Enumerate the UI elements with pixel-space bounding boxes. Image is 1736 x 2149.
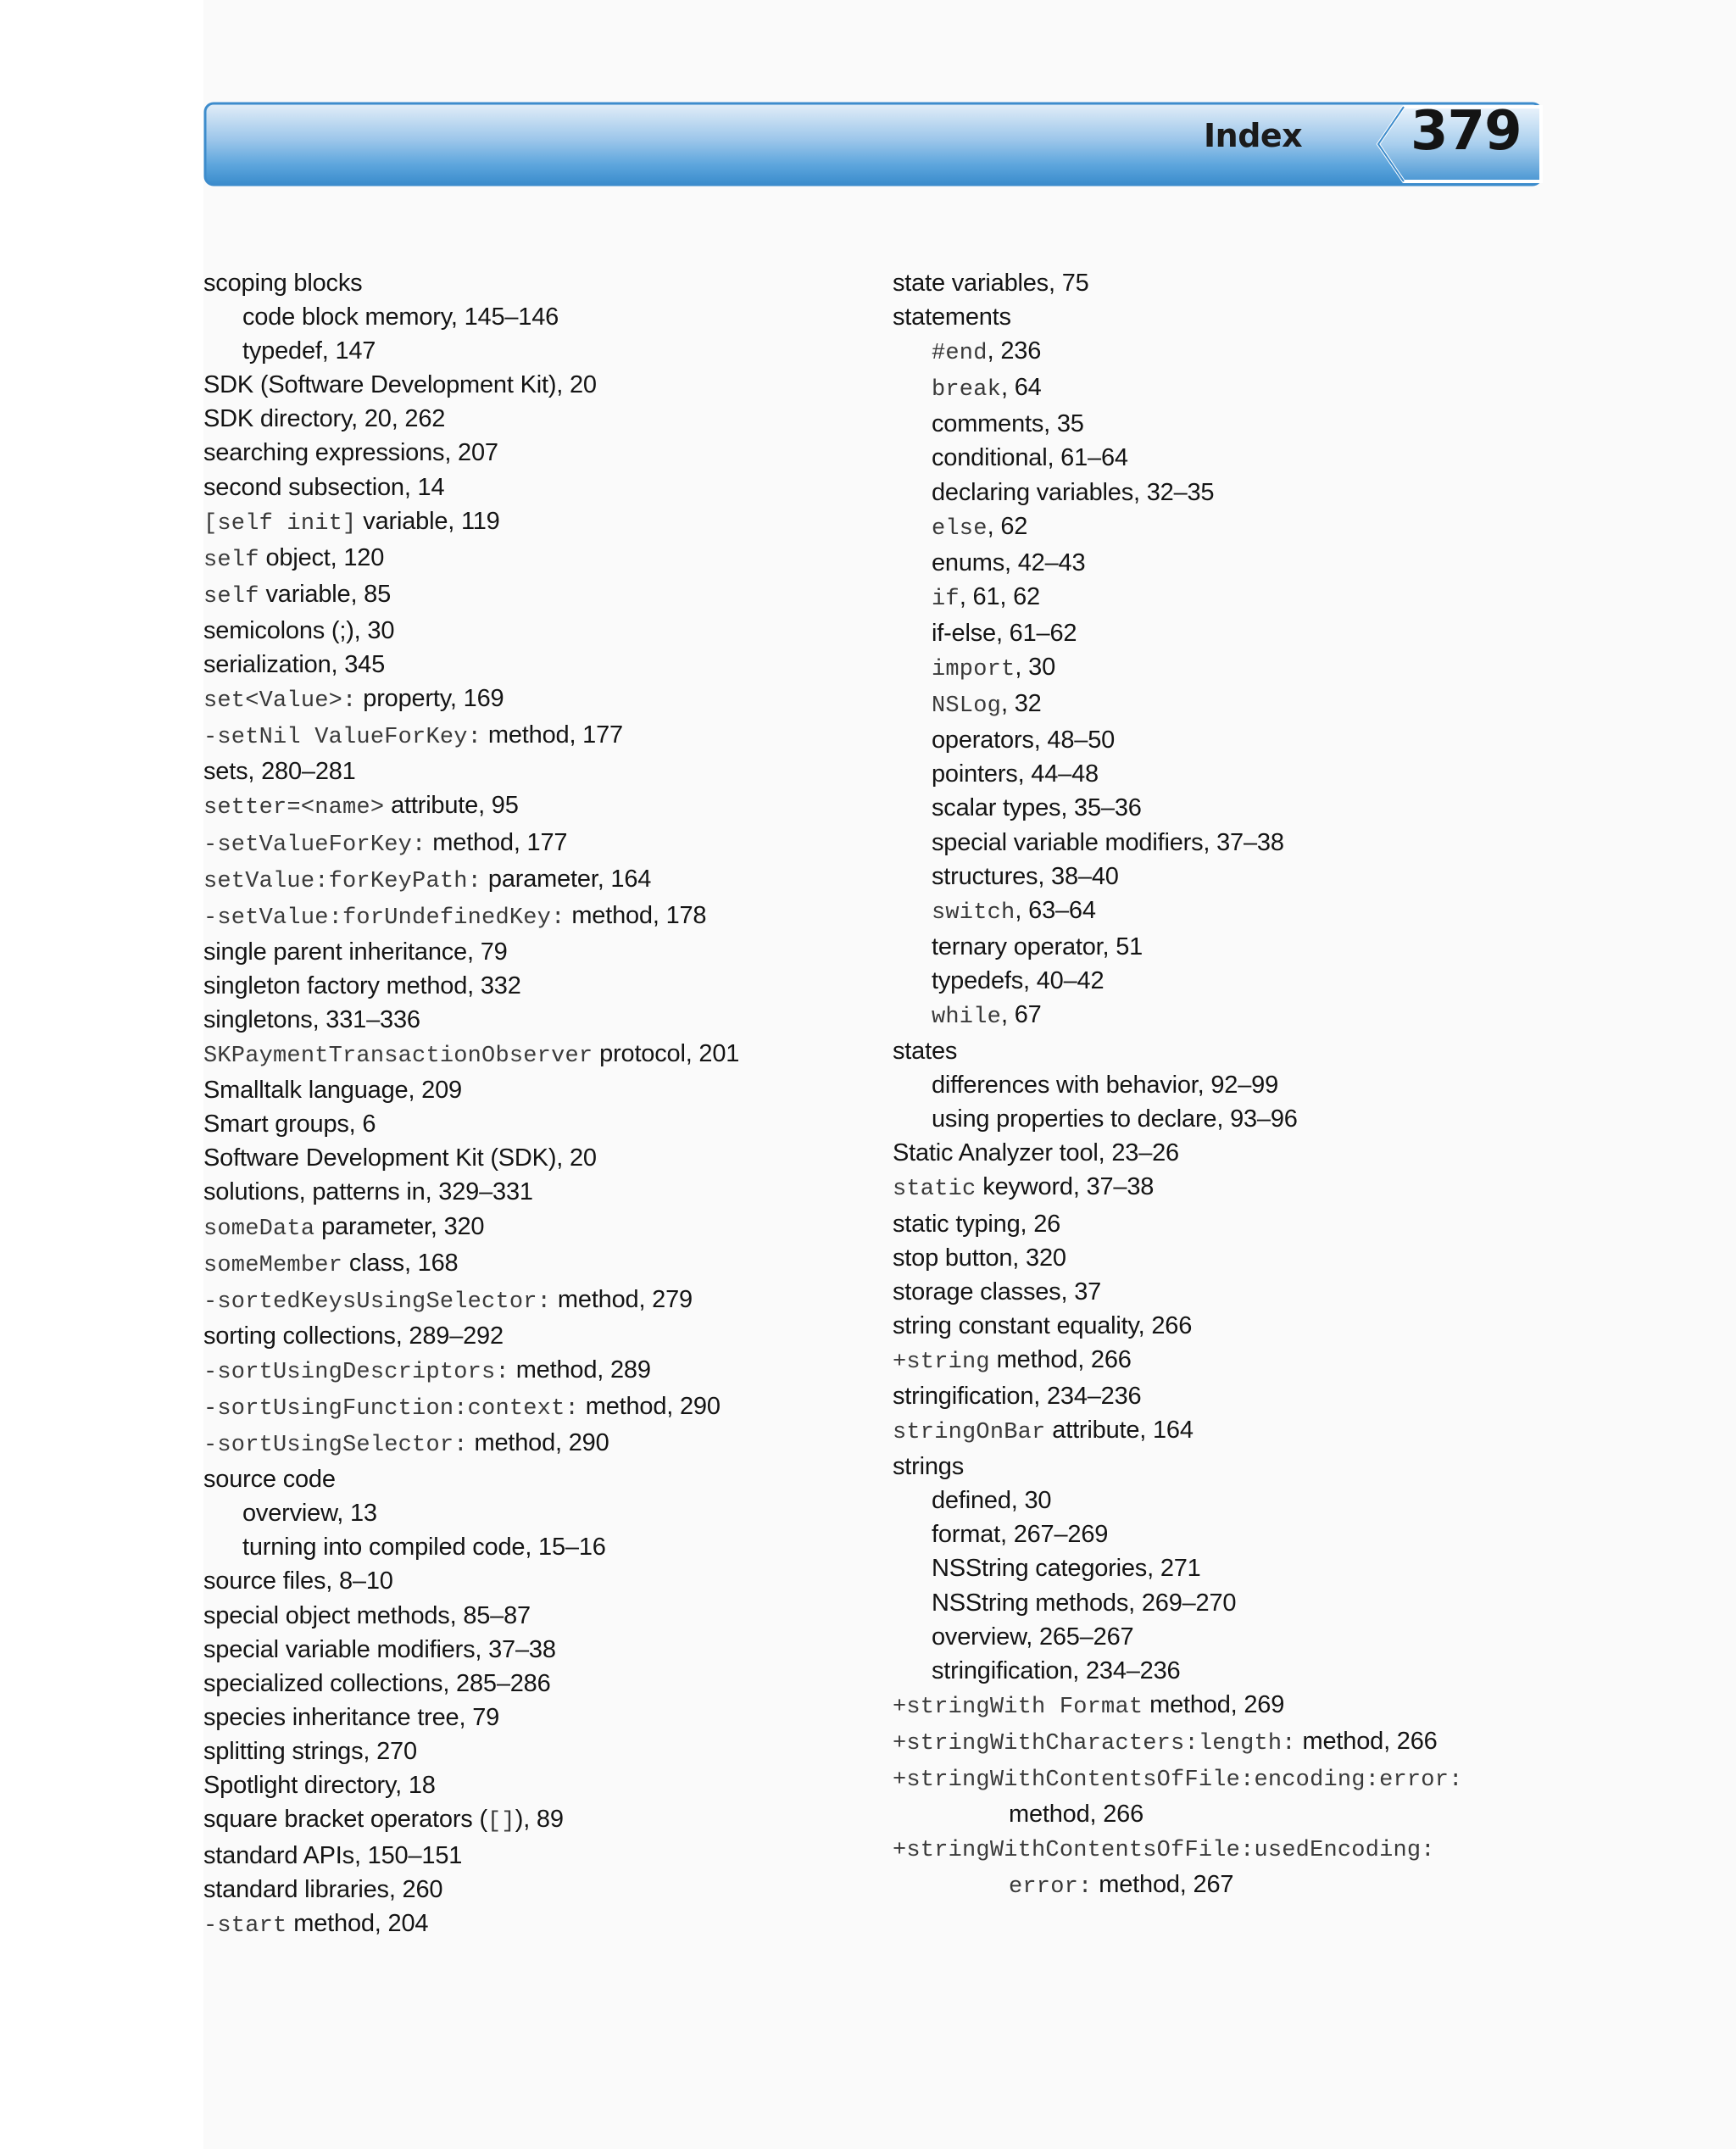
entry-text: sorting collections, 289–292 <box>203 1322 504 1350</box>
entry-text: method, 178 <box>565 901 707 929</box>
entry-text: , 64 <box>1001 374 1042 402</box>
index-subentry <box>893 757 1537 791</box>
index-subentry <box>893 930 1537 964</box>
index-entry <box>203 1839 865 1873</box>
entry-text: ternary operator, 51 <box>932 933 1143 960</box>
entry-text: using properties to declare, 93–96 <box>932 1105 1298 1133</box>
entry-code-term: +stringWith Format <box>893 1694 1143 1720</box>
index-subentry <box>893 616 1537 650</box>
entry-text: source files, 8–10 <box>203 1567 393 1595</box>
entry-text: stringification, 234–236 <box>932 1656 1181 1684</box>
entry-code-term: -setValueForKey: <box>203 832 426 858</box>
entry-code-term: -start <box>203 1913 287 1940</box>
entry-code-term: else <box>932 515 988 542</box>
index-subentry <box>203 1496 865 1530</box>
index-subentry <box>893 723 1537 757</box>
index-subentry <box>203 334 865 368</box>
index-entry <box>203 368 865 402</box>
index-subentry <box>893 509 1537 546</box>
entry-text: Software Development Kit (SDK), 20 <box>203 1144 597 1172</box>
entry-text: differences with behavior, 92–99 <box>932 1072 1279 1100</box>
entry-code-term: break <box>932 377 1002 404</box>
index-subentry <box>893 407 1537 441</box>
entry-text: solutions, patterns in, 329–331 <box>203 1178 533 1206</box>
index-entry <box>203 1633 865 1667</box>
index-subentry <box>893 1797 1537 1831</box>
section-title: Index <box>1204 117 1303 154</box>
entry-text: splitting strings, 270 <box>203 1737 417 1765</box>
index-entry <box>203 1599 865 1633</box>
entry-text: square bracket operators ( <box>203 1806 487 1834</box>
index-entry <box>203 1667 865 1701</box>
index-entry <box>203 682 865 718</box>
entry-text: , 63–64 <box>1015 896 1096 924</box>
index-subentry <box>893 1102 1537 1136</box>
entry-text: , 30 <box>1015 654 1055 682</box>
entry-code-term: #end <box>932 341 988 367</box>
index-subentry <box>893 580 1537 616</box>
entry-text: Static Analyzer tool, 23–26 <box>893 1139 1179 1167</box>
entry-text: statements <box>893 303 1011 331</box>
entry-text: enums, 42–43 <box>932 548 1086 576</box>
index-entry <box>203 862 865 899</box>
entry-code-term: +stringWithContentsOfFile:usedEncoding: <box>893 1838 1435 1864</box>
index-entry <box>203 1389 865 1426</box>
index-entry <box>203 470 865 504</box>
entry-text: structures, 38–40 <box>932 862 1119 890</box>
index-entry <box>203 788 865 825</box>
index-subentry <box>893 1551 1537 1585</box>
index-entry <box>203 1210 865 1246</box>
index-subentry <box>893 650 1537 687</box>
entry-text: format, 267–269 <box>932 1521 1109 1549</box>
index-entry <box>203 1107 865 1141</box>
entry-code-term: set<Value>: <box>203 688 357 715</box>
index-entry <box>203 1141 865 1175</box>
index-entry <box>893 266 1537 300</box>
index-entry <box>893 1170 1537 1206</box>
entry-text: species inheritance tree, 79 <box>203 1703 500 1731</box>
entry-text: parameter, 320 <box>314 1212 485 1240</box>
entry-text: method, 266 <box>1009 1801 1144 1829</box>
entry-text: operators, 48–50 <box>932 727 1116 754</box>
entry-text: stop button, 320 <box>893 1244 1066 1272</box>
index-subentry <box>893 1620 1537 1654</box>
index-entry <box>893 1379 1537 1413</box>
entry-text: method, 204 <box>287 1910 429 1938</box>
entry-text: comments, 35 <box>932 410 1084 438</box>
entry-text: special variable modifiers, 37–38 <box>203 1635 556 1663</box>
index-entry <box>203 1246 865 1283</box>
entry-text: sets, 280–281 <box>203 758 356 786</box>
index-entry <box>203 1907 865 1943</box>
index-entry <box>203 614 865 648</box>
entry-text: special object methods, 85–87 <box>203 1601 531 1629</box>
index-entry <box>203 969 865 1003</box>
index-subentry <box>893 1868 1537 1904</box>
entry-code-term: self <box>203 583 259 610</box>
index-subentry <box>893 1484 1537 1517</box>
entry-text: method, 290 <box>467 1429 609 1457</box>
index-subentry <box>893 1517 1537 1551</box>
entry-code-term: stringOnBar <box>893 1420 1046 1446</box>
entry-code-term: someMember <box>203 1252 343 1278</box>
entry-code-term: switch <box>932 899 1015 926</box>
entry-text: strings <box>893 1453 965 1481</box>
index-entry <box>203 1003 865 1037</box>
index-entry <box>893 1034 1537 1068</box>
index-subentry <box>893 546 1537 580</box>
entry-code-term: +stringWithCharacters:length: <box>893 1730 1296 1757</box>
entry-text: semicolons (;), 30 <box>203 616 395 644</box>
entry-text: singleton factory method, 332 <box>203 972 521 999</box>
index-entry <box>203 541 865 577</box>
entry-text: searching expressions, 207 <box>203 439 498 467</box>
index-entry <box>203 1873 865 1907</box>
entry-code-term: setValue:forKeyPath: <box>203 868 482 894</box>
entry-text: Spotlight directory, 18 <box>203 1772 436 1800</box>
entry-text: , 236 <box>987 337 1042 365</box>
index-subentry <box>893 687 1537 723</box>
index-subentry <box>893 476 1537 509</box>
entry-text: attribute, 95 <box>384 792 519 820</box>
entry-text: typedef, 147 <box>242 337 376 365</box>
entry-text: pointers, 44–48 <box>932 760 1099 788</box>
entry-text: attribute, 164 <box>1045 1417 1194 1445</box>
index-subentry <box>893 1068 1537 1102</box>
entry-text: standard APIs, 150–151 <box>203 1842 463 1870</box>
entry-code-term: import <box>932 657 1015 683</box>
index-entry <box>203 935 865 969</box>
index-subentry <box>893 826 1537 860</box>
entry-text: second subsection, 14 <box>203 473 445 501</box>
entry-text: serialization, 345 <box>203 651 386 679</box>
index-entry <box>893 1688 1537 1724</box>
entry-text: variable, 119 <box>356 507 500 535</box>
index-entry <box>893 1309 1537 1343</box>
index-subentry <box>893 964 1537 998</box>
index-entry <box>203 504 865 541</box>
index-entry <box>203 754 865 788</box>
index-subentry <box>203 300 865 334</box>
index-entry <box>893 1241 1537 1275</box>
index-entry <box>203 648 865 682</box>
entry-text: SDK directory, 20, 262 <box>203 405 446 433</box>
entry-code-term: self <box>203 547 259 573</box>
entry-text: defined, 30 <box>932 1487 1052 1515</box>
index-entry <box>203 718 865 754</box>
entry-code-term: static <box>893 1177 976 1203</box>
entry-text: conditional, 61–64 <box>932 444 1128 472</box>
entry-text: keyword, 37–38 <box>976 1173 1155 1201</box>
entry-text: method, 266 <box>1295 1727 1438 1755</box>
entry-text: Smalltalk language, 209 <box>203 1077 462 1105</box>
entry-text: property, 169 <box>356 685 504 713</box>
index-entry <box>203 899 865 935</box>
entry-text: method, 177 <box>426 828 568 856</box>
entry-code-term: while <box>932 1004 1002 1030</box>
entry-text: , 62 <box>987 512 1028 540</box>
entry-text: typedefs, 40–42 <box>932 966 1104 994</box>
index-subentry <box>893 370 1537 407</box>
index-entry <box>203 1768 865 1802</box>
entry-text: overview, 13 <box>242 1500 377 1528</box>
entry-code-term: [] <box>487 1809 515 1835</box>
entry-text: method, 279 <box>551 1285 693 1313</box>
entry-text: single parent inheritance, 79 <box>203 938 508 966</box>
index-entry <box>203 1283 865 1319</box>
entry-code-term: -setNil ValueForKey: <box>203 725 482 751</box>
index-subentry <box>893 1586 1537 1620</box>
entry-text: method, 267 <box>1092 1871 1234 1899</box>
entry-text: turning into compiled code, 15–16 <box>242 1534 606 1562</box>
entry-code-term: setter=<name> <box>203 795 385 821</box>
index-entry <box>203 1734 865 1768</box>
entry-code-term: +string <box>893 1349 990 1375</box>
entry-text: static typing, 26 <box>893 1210 1061 1238</box>
entry-text: standard libraries, 260 <box>203 1876 443 1904</box>
entry-text: singletons, 331–336 <box>203 1005 420 1033</box>
index-entry <box>203 577 865 614</box>
index-column-left <box>203 266 865 1944</box>
entry-code-term: -sortUsingFunction:context: <box>203 1396 579 1422</box>
index-entry <box>203 266 865 300</box>
index-subentry <box>893 998 1537 1034</box>
index-entry <box>893 1343 1537 1379</box>
index-entry <box>893 1413 1537 1450</box>
entry-code-term: NSLog <box>932 693 1002 720</box>
entry-text: , 32 <box>1001 690 1042 718</box>
entry-text: if-else, 61–62 <box>932 619 1077 647</box>
entry-text: method, 269 <box>1143 1690 1285 1718</box>
index-entry <box>893 1831 1537 1868</box>
entry-text: method, 266 <box>989 1345 1132 1373</box>
index-entry <box>893 1450 1537 1484</box>
entry-code-term: -sortUsingSelector: <box>203 1433 468 1459</box>
index-entry <box>203 826 865 862</box>
entry-code-term: -setValue:forUndefinedKey: <box>203 905 565 931</box>
index-entry <box>893 1724 1537 1761</box>
entry-text: state variables, 75 <box>893 270 1089 297</box>
entry-text: NSString methods, 269–270 <box>932 1589 1237 1617</box>
entry-text: code block memory, 145–146 <box>242 303 559 331</box>
entry-text: method, 289 <box>509 1356 651 1383</box>
entry-text: method, 290 <box>578 1393 721 1420</box>
entry-text: NSString categories, 271 <box>932 1555 1201 1583</box>
entry-text: declaring variables, 32–35 <box>932 478 1215 506</box>
index-entry <box>203 1426 865 1462</box>
index-entry <box>893 1275 1537 1309</box>
entry-text: stringification, 234–236 <box>893 1383 1142 1410</box>
entry-code-term: someData <box>203 1216 315 1242</box>
index-entry <box>203 1353 865 1389</box>
entry-text: special variable modifiers, 37–38 <box>932 828 1284 856</box>
page-number: 379 <box>1410 100 1522 163</box>
index-subentry <box>893 334 1537 370</box>
entry-text: ), 89 <box>515 1806 564 1834</box>
index-entry <box>203 1175 865 1209</box>
index-subentry <box>893 894 1537 930</box>
entry-text: specialized collections, 285–286 <box>203 1669 551 1697</box>
index-subentry <box>893 441 1537 475</box>
entry-text: parameter, 164 <box>481 865 652 893</box>
entry-code-term: -sortedKeysUsingSelector: <box>203 1289 552 1315</box>
index-subentry <box>203 1530 865 1564</box>
index-entry <box>203 1073 865 1107</box>
entry-code-term: error: <box>1009 1874 1093 1901</box>
entry-text: , 61, 62 <box>959 582 1040 610</box>
index-entry <box>203 402 865 436</box>
index-entry <box>893 1207 1537 1241</box>
index-subentry <box>893 791 1537 825</box>
index-entry <box>203 1462 865 1496</box>
entry-code-term: [self init] <box>203 510 357 537</box>
entry-text: Smart groups, 6 <box>203 1111 376 1139</box>
index-entry <box>203 1564 865 1598</box>
index-entry <box>893 1761 1537 1797</box>
entry-text: string constant equality, 266 <box>893 1311 1193 1339</box>
entry-text: object, 120 <box>259 543 385 571</box>
entry-code-term: SKPaymentTransactionObserver <box>203 1044 593 1070</box>
entry-text: storage classes, 37 <box>893 1278 1102 1306</box>
entry-text: source code <box>203 1466 336 1494</box>
index-entry <box>893 1136 1537 1170</box>
entry-text: method, 177 <box>481 721 623 749</box>
index-subentry <box>893 860 1537 894</box>
entry-text: protocol, 201 <box>593 1040 740 1068</box>
entry-code-term: if <box>932 586 960 612</box>
entry-text: scalar types, 35–36 <box>932 794 1142 822</box>
entry-text: class, 168 <box>342 1249 459 1277</box>
index-column-right <box>893 266 1537 1904</box>
entry-text: scoping blocks <box>203 270 363 297</box>
index-entry <box>893 300 1537 334</box>
entry-text: states <box>893 1038 958 1066</box>
entry-text: variable, 85 <box>259 580 392 608</box>
entry-code-term: +stringWithContentsOfFile:encoding:error: <box>893 1768 1463 1794</box>
entry-text: overview, 265–267 <box>932 1623 1134 1651</box>
index-entry <box>203 436 865 470</box>
index-entry <box>203 1701 865 1734</box>
index-subentry <box>893 1654 1537 1688</box>
entry-code-term: -sortUsingDescriptors: <box>203 1359 509 1385</box>
entry-text: , 67 <box>1001 1000 1042 1028</box>
entry-text: SDK (Software Development Kit), 20 <box>203 371 597 399</box>
index-entry <box>203 1319 865 1353</box>
page-header-banner <box>203 102 1543 187</box>
index-entry <box>203 1802 865 1839</box>
index-entry <box>203 1037 865 1073</box>
